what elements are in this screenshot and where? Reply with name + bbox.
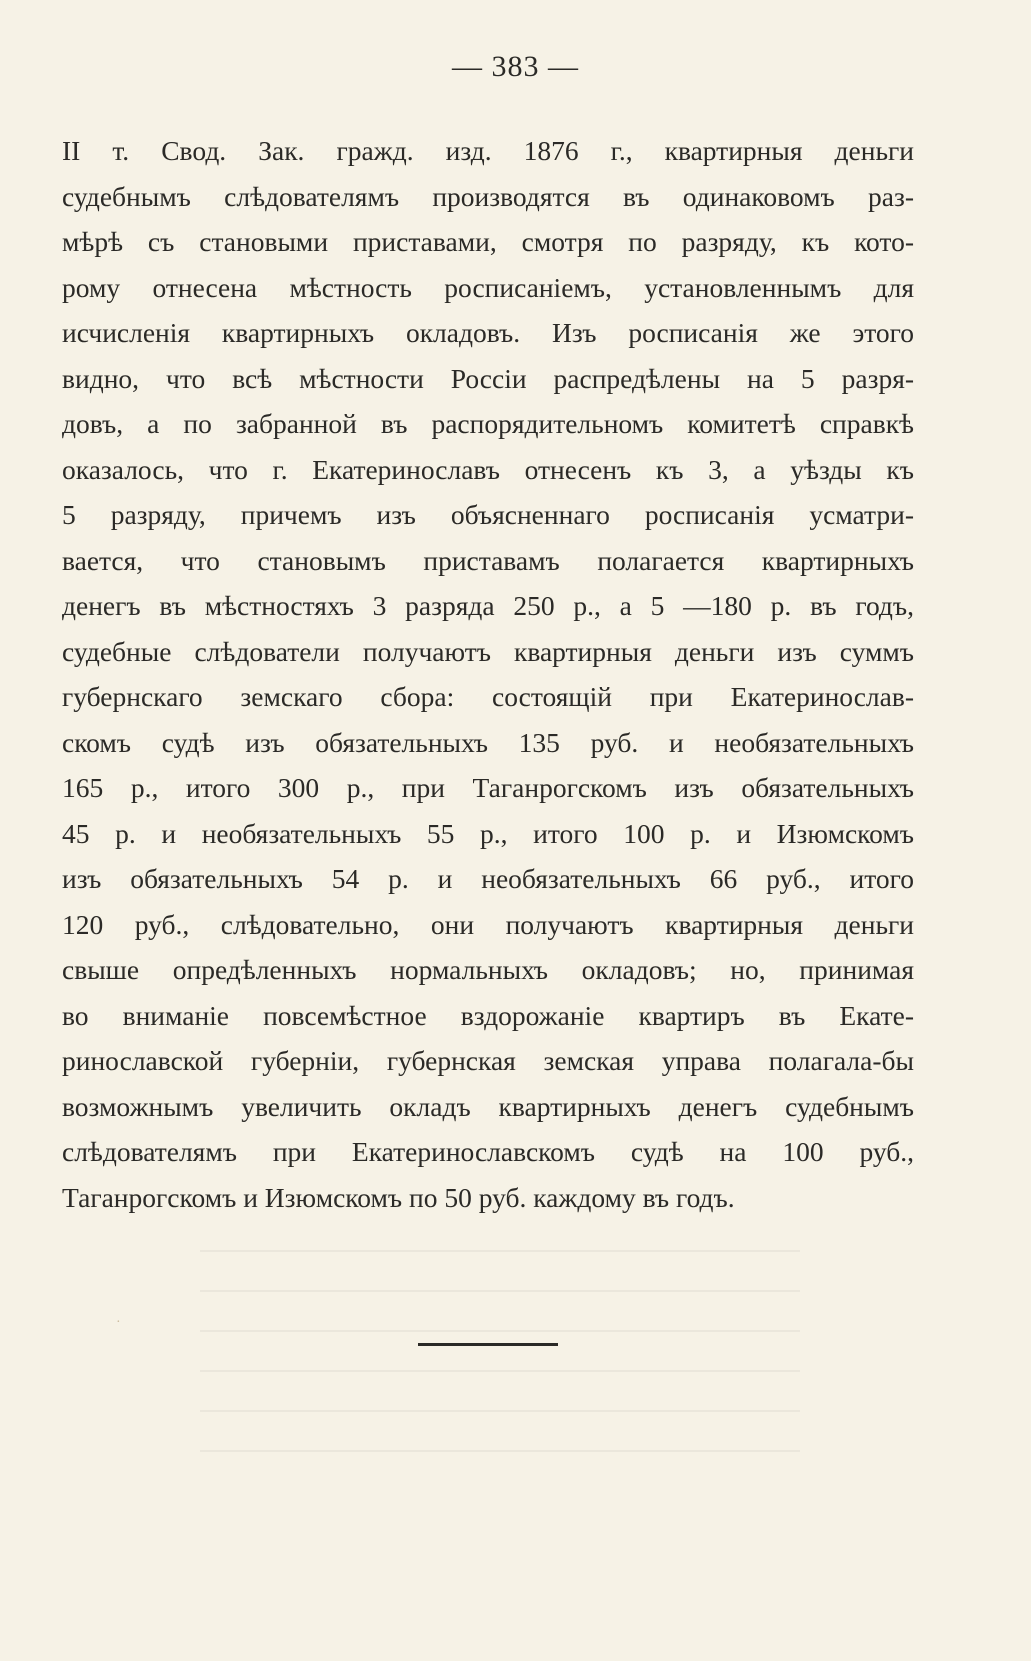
text-line: скомъ судѣ изъ обязательныхъ 135 руб. и необязательныхъ	[62, 726, 914, 758]
text-line: ринославской губерніи, губернская земская управа полагала-бы	[62, 1045, 914, 1076]
show-through-bleed	[200, 1250, 800, 1480]
text-line: судебнымъ слѣдователямъ производятся въ одинаковомъ раз-	[62, 180, 914, 212]
text-line: денегъ въ мѣстностяхъ 3 разряда 250 р., а 5 —180 р. въ годъ,	[62, 590, 914, 621]
text-line: вается, что становымъ приставамъ полагается квартирныхъ	[62, 544, 914, 576]
text-line: исчисленія квартирныхъ окладовъ. Изъ росписанія же этого	[62, 317, 914, 348]
text-line: Таганрогскомъ и Изюмскомъ по 50 руб. каждому въ годъ.	[62, 1181, 735, 1213]
text-line: II т. Свод. Зак. гражд. изд. 1876 г., квартирныя деньги	[62, 135, 914, 166]
text-line: судебные слѣдователи получаютъ квартирныя деньги изъ суммъ	[62, 635, 914, 667]
paper-speck: ·	[116, 1315, 121, 1330]
text-line: возможнымъ увеличить окладъ квартирныхъ денегъ судебнымъ	[62, 1090, 914, 1122]
page-number: — 383 —	[452, 50, 579, 83]
text-line: свыше опредѣленныхъ нормальныхъ окладовъ; но, принимая	[62, 954, 914, 985]
text-line: изъ обязательныхъ 54 р. и необязательныхъ 66 руб., итого	[62, 863, 914, 894]
text-line: 5 разряду, причемъ изъ объясненнаго росписанія усматри-	[62, 499, 914, 530]
text-line: 120 руб., слѣдовательно, они получаютъ квартирныя деньги	[62, 908, 914, 940]
text-line: рому отнесена мѣстность росписаніемъ, установленнымъ для	[62, 271, 914, 303]
text-line: довъ, а по забранной въ распорядительномъ комитетѣ справкѣ	[62, 408, 914, 439]
text-line: видно, что всѣ мѣстности Россіи распредѣлены на 5 разря-	[62, 362, 914, 394]
text-line: мѣрѣ съ становыми приставами, смотря по разряду, къ кото-	[62, 226, 914, 257]
text-line: слѣдователямъ при Екатеринославскомъ судѣ на 100 руб.,	[62, 1136, 914, 1167]
body-text	[62, 128, 914, 1220]
text-line: во вниманіе повсемѣстное вздорожаніе квартиръ въ Екате-	[62, 999, 914, 1031]
end-rule	[418, 1343, 558, 1346]
text-line: оказалось, что г. Екатеринославъ отнесенъ къ 3, а уѣзды къ	[62, 453, 914, 485]
text-line: губернскаго земскаго сбора: состоящій при Екатеринослав-	[62, 681, 914, 712]
text-line: 45 р. и необязательныхъ 55 р., итого 100 р. и Изюмскомъ	[62, 817, 914, 849]
text-line: 165 р., итого 300 р., при Таганрогскомъ изъ обязательныхъ	[62, 772, 914, 803]
